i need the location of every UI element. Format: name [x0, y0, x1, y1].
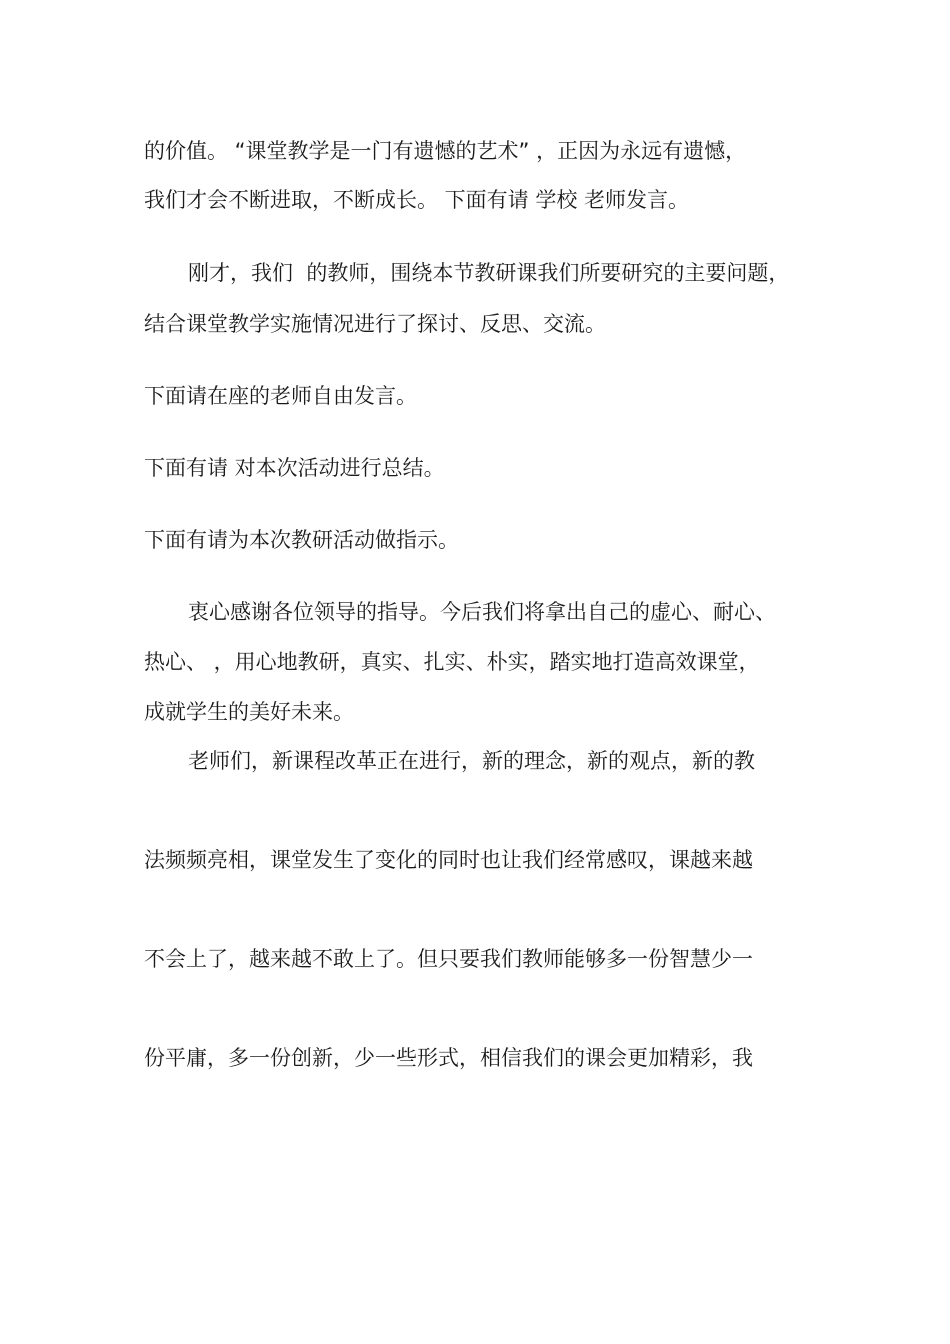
text-line: 的价值。 “课堂教学是一门有遗憾的艺术” ，正因为永远有遗憾，: [144, 139, 747, 163]
text-line: 我们才会不断进取，不断成长。 下面有请 学校 老师发言。: [144, 188, 690, 212]
text-line: 老师们，新课程改革正在进行，新的理念，新的观点，新的教: [188, 749, 755, 773]
text-line: 下面有请为本次教研活动做指示。: [144, 528, 459, 552]
text-line: 份平庸，多一份创新，少一些形式，相信我们的课会更加精彩，我: [144, 1046, 753, 1070]
text-line: 刚才，我们 的教师，围绕本节教研课我们所要研究的主要问题，: [188, 261, 790, 285]
text-line: 成就学生的美好未来。: [144, 700, 354, 724]
text-line: 下面请在座的老师自由发言。: [144, 384, 417, 408]
text-line: 结合课堂教学实施情况进行了探讨、反思、交流。: [144, 312, 606, 336]
text-line: 法频频亮相，课堂发生了变化的同时也让我们经常感叹，课越来越: [144, 848, 753, 872]
text-line: 热心、 ，用心地教研，真实、扎实、朴实，踏实地打造高效课堂，: [144, 650, 760, 674]
text-line: 不会上了，越来越不敢上了。但只要我们教师能够多一份智慧少一: [144, 947, 753, 971]
text-line: 下面有请 对本次活动进行总结。: [144, 456, 445, 480]
text-line: 衷心感谢各位领导的指导。今后我们将拿出自己的虚心、耐心、: [188, 600, 776, 624]
